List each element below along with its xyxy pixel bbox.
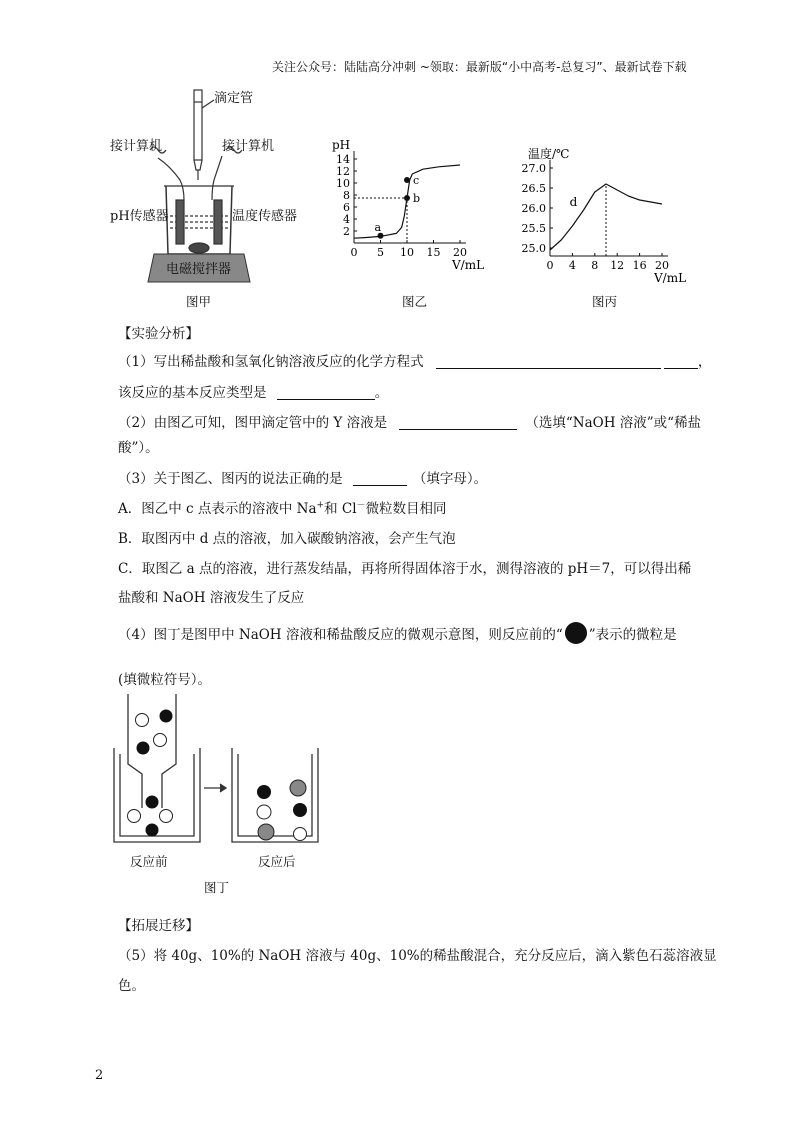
stir-bar	[189, 243, 209, 253]
x-tick-label: 8	[591, 259, 599, 272]
sodium-charge: +	[316, 500, 325, 511]
section-experiment-analysis: 【实验分析】	[118, 326, 199, 342]
y-tick-label: 12	[336, 165, 350, 178]
black-particle-icon	[565, 622, 587, 644]
particle-black	[160, 710, 173, 723]
computer-left-label: 接计算机	[110, 139, 163, 154]
option-a	[118, 497, 447, 517]
chloride-charge: －	[356, 500, 366, 511]
temp-sensor-label: 温度传感器	[232, 209, 298, 224]
caption-ding: 图丁	[204, 880, 230, 895]
ph-sensor-probe	[176, 200, 184, 244]
y-axis-label: pH	[332, 138, 351, 152]
option-a-pre: A．图乙中 c 点表示的溶液中 Na	[118, 501, 317, 517]
option-a-mid: 和 Cl	[324, 501, 357, 517]
x-tick-label: 10	[400, 246, 414, 259]
question-2-line-2: 酸”）。	[118, 440, 159, 456]
x-tick-label: 12	[610, 259, 625, 272]
reaction-type-blank[interactable]	[277, 385, 375, 400]
y-tick-label: 4	[343, 213, 350, 226]
x-tick-label: 4	[568, 259, 576, 272]
q1-answer-blank-2[interactable]	[664, 354, 698, 369]
particle-black	[137, 742, 150, 755]
x-tick-label: 0	[350, 246, 358, 259]
question-5-line-1: （5）将 40g、10%的 NaOH 溶液与 40g、10%的稀盐酸混合，充分反应后，滴入紫色石蕊溶液显	[118, 948, 717, 964]
question-1-line-2	[118, 381, 388, 401]
series-line	[550, 184, 662, 250]
q3-text: （3）关于图乙、图丙的说法正确的是	[118, 471, 343, 487]
y-tick-label: 2	[343, 225, 350, 238]
question-4-line-2: (填微粒符号）。	[118, 672, 212, 688]
particle-white	[160, 810, 173, 823]
y-tick-label: 8	[343, 189, 350, 202]
q1-answer-blank[interactable]	[436, 354, 661, 369]
caption-before: 反应前	[130, 854, 168, 869]
burette-tube	[194, 90, 202, 160]
x-tick-label: 0	[546, 259, 554, 272]
y-tick-label: 27.0	[521, 162, 546, 175]
particle-gray	[290, 780, 306, 796]
y-solution-blank[interactable]	[399, 415, 517, 430]
particle-white	[128, 810, 141, 823]
q4-text: （4）图丁是图甲中 NaOH 溶液和稀盐酸反应的微观示意图，则反应前的“	[118, 627, 563, 643]
q1b-end: 。	[374, 385, 389, 401]
figure-jia	[110, 88, 320, 288]
caption-yi: 图乙	[402, 294, 428, 309]
question-2-line-1	[118, 411, 701, 431]
arrow-icon	[220, 784, 226, 792]
temp-sensor-probe	[214, 200, 222, 244]
y-tick-label: 25.5	[521, 222, 546, 235]
q4-end: ”表示的微粒是	[588, 627, 677, 643]
option-a-end: 微粒数目相同	[365, 501, 447, 517]
option-b: B．取图丙中 d 点的溶液，加入碳酸钠溶液，会产生气泡	[118, 531, 456, 547]
question-1-line-1	[118, 350, 711, 370]
particle-black	[146, 824, 159, 837]
data-point-label-b: b	[413, 192, 421, 205]
caption-after: 反应后	[258, 854, 296, 869]
data-point-label-a: a	[374, 220, 382, 234]
q2-text: （2）由图乙可知，图甲滴定管中的 Y 溶液是	[118, 415, 388, 431]
particle-black	[146, 796, 159, 809]
chart-bing	[506, 136, 696, 288]
y-tick-label: 26.0	[521, 202, 546, 215]
caption-jia: 图甲	[186, 294, 212, 309]
computer-right-label: 接计算机	[222, 139, 275, 154]
y-tick-label: 6	[343, 201, 350, 214]
x-tick-label: 5	[377, 246, 384, 259]
section-extension: 【拓展迁移】	[118, 918, 199, 934]
q2-options: （选填“NaOH 溶液”或“稀盐	[525, 415, 702, 431]
data-point-c	[404, 177, 410, 183]
y-tick-label: 25.0	[521, 242, 546, 255]
caption-bing: 图丙	[592, 294, 618, 309]
page-header: 关注公众号：陆陆高分冲刺 ~领取：最新版“小中高考-总复习”、最新试卷下载	[272, 60, 687, 74]
y-tick-label: 14	[336, 153, 350, 166]
page-number: 2	[95, 1068, 104, 1083]
q1-text: （1）写出稀盐酸和氢氧化钠溶液反应的化学方程式	[118, 354, 424, 370]
burette-label: 滴定管	[214, 91, 254, 106]
y-axis-label: 温度/℃	[528, 147, 570, 161]
question-4-line-1	[118, 622, 677, 644]
figure-ding	[108, 692, 358, 858]
x-tick-label: 15	[426, 246, 441, 259]
particle-gray	[258, 824, 274, 840]
x-axis-label: V/mL	[654, 271, 687, 285]
particle-white	[294, 828, 307, 841]
q3-answer-blank[interactable]	[353, 471, 407, 486]
chart-yi	[326, 128, 486, 288]
particle-white	[136, 714, 149, 727]
q1-end: ，	[697, 354, 712, 370]
x-tick-label: 20	[453, 246, 467, 259]
ph-sensor-label: pH传感器	[110, 209, 169, 224]
x-axis-label: V/mL	[452, 258, 485, 272]
question-5-line-2: 色。	[118, 978, 145, 994]
stirrer-label: 电磁搅拌器	[166, 262, 232, 277]
q3-end: （填字母）。	[412, 471, 488, 487]
option-c-line-1: C．取图乙 a 点的溶液，进行蒸发结晶，再将所得固体溶于水，测得溶液的 pH＝7，可以得出稀	[118, 561, 692, 577]
data-point-label-d: d	[569, 195, 578, 209]
particle-black	[293, 803, 307, 817]
data-point-label-c: c	[413, 174, 420, 187]
particle-black	[257, 785, 271, 799]
x-tick-label: 16	[632, 259, 647, 272]
particle-white	[154, 734, 167, 747]
particle-white	[257, 805, 271, 819]
option-c-line-2: 盐酸和 NaOH 溶液发生了反应	[118, 590, 305, 606]
question-3	[118, 467, 487, 487]
x-tick-label: 20	[655, 259, 669, 272]
y-tick-label: 10	[336, 177, 350, 190]
q1b-text: 该反应的基本反应类型是	[118, 385, 267, 401]
data-point-b	[404, 195, 410, 201]
y-tick-label: 26.5	[521, 182, 546, 195]
